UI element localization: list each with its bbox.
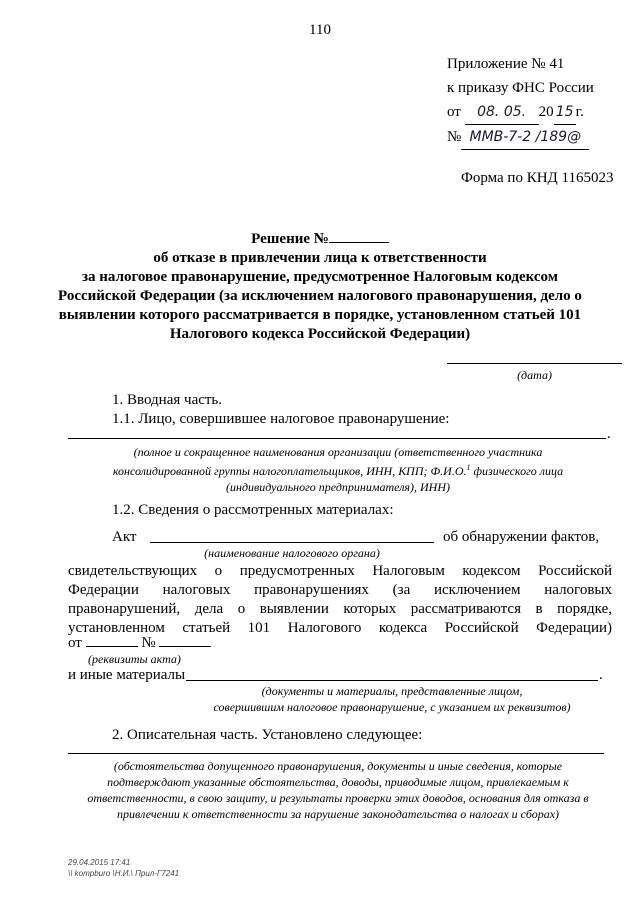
caption-line: подтверждают указанные обстоятельства, доводы, приводимые лицом, привлекаемым к: [107, 775, 569, 789]
footnote-marker: 1: [466, 463, 471, 472]
caption-line: [68, 460, 608, 479]
stamp-line: \\ kompburo \Н.И.\ Прил-Г7241: [68, 869, 180, 878]
date-prefix: от: [447, 104, 461, 120]
paragraph-line: Федерации налоговых правонарушениях (за исключением налоговых: [68, 582, 612, 598]
handwritten-year: 15: [554, 100, 576, 125]
section1-sub2: 1.2. Сведения о рассмотренных материалах:: [112, 502, 394, 518]
title-line: об отказе в привлечении лица к ответственности: [153, 250, 487, 266]
description-blank-line: [68, 753, 604, 754]
act-requisites-caption: (реквизиты акта): [88, 652, 181, 666]
title-line: за налоговое правонарушение, предусмотренное Налоговым кодексом: [82, 269, 558, 285]
handwritten-date: 08. 05.: [465, 100, 539, 125]
from-label: от: [68, 635, 82, 651]
handwritten-number: ММВ-7-2 /189@: [461, 125, 589, 150]
other-period: .: [599, 667, 603, 683]
materials-paragraph: [68, 562, 612, 638]
year-suffix: г.: [575, 104, 584, 120]
paragraph-line: правонарушений, дела о выявлении которых рассматриваются в порядке,: [68, 601, 612, 617]
number-label: №: [141, 635, 156, 651]
order-number: [447, 125, 594, 150]
caption-line: ответственности, в свою защиту, и результаты проверки этих доводов, основания для отказа в: [87, 791, 589, 805]
order-reference: к приказу ФНС России: [447, 80, 594, 96]
other-materials-label: и иные материалы: [68, 667, 186, 683]
decision-title: [40, 230, 600, 344]
act-tail: об обнаружении фактов,: [443, 529, 600, 545]
appendix-block: [447, 52, 594, 150]
caption-text: консолидированной группы налогоплательщиков, ИНН, КПП; Ф.И.О.: [112, 464, 467, 478]
caption-line: совершившим налоговое правонарушение, с указанием их реквизитов): [213, 700, 571, 714]
act-number-blank: [159, 646, 211, 647]
title-line: Налогового кодекса Российской Федерации): [169, 326, 471, 342]
sub1-period: .: [607, 426, 611, 442]
caption-line: (индивидуального предпринимателя), ИНН): [226, 480, 450, 494]
date-blank-line: [447, 363, 622, 364]
other-materials-blank-line: [186, 680, 598, 681]
description-caption: [68, 758, 608, 822]
section2-heading: 2. Описательная часть. Установлено следующее:: [112, 727, 423, 743]
paragraph-line: свидетельствующих о предусмотренных Налоговым кодексом Российской: [68, 563, 612, 579]
appendix-line: Приложение № 41: [447, 56, 565, 72]
number-prefix: №: [447, 129, 462, 145]
print-stamp: [68, 857, 179, 879]
order-date: [447, 100, 594, 125]
form-code: Форма по КНД 1165023: [461, 170, 614, 186]
act-date-blank: [86, 646, 138, 647]
act-blank-line: [150, 542, 434, 543]
person-caption: [68, 444, 608, 495]
title-line: Российской Федерации (за исключением налогового правонарушения, дело о: [58, 288, 582, 304]
caption-line: (полное и сокращенное наименования организации (ответственного участника: [133, 445, 543, 459]
section1-sub1: 1.1. Лицо, совершившее налоговое правонарушение:: [112, 411, 450, 427]
decision-number-label: Решение №: [251, 231, 329, 247]
caption-line: (обстоятельства допущенного правонарушения, документы и иные сведения, которые: [113, 759, 563, 773]
act-caption: (наименование налогового органа): [204, 546, 380, 560]
title-line: выявлении которого рассматривается в порядке, установленном статьей 101: [58, 307, 582, 323]
year-prefix: 20: [538, 104, 554, 120]
act-label: Акт: [112, 529, 137, 545]
date-caption: (дата): [517, 368, 552, 382]
title-line: [40, 230, 600, 249]
stamp-line: 29.04.2015 17:41: [68, 858, 131, 867]
page-number: 110: [309, 22, 331, 38]
caption-line: привлечении к ответственности за нарушение законодательства о налогах и сборах): [116, 807, 560, 821]
caption-line: (документы и материалы, представленные лицом,: [261, 684, 523, 698]
section1-heading: 1. Вводная часть.: [112, 392, 223, 408]
decision-number-blank: [329, 242, 389, 243]
person-blank-line: [68, 438, 606, 439]
caption-text: физического лица: [470, 464, 564, 478]
other-materials-caption: [186, 683, 598, 715]
paragraph-line: установленном статьей 101 Налогового кодекса Российской Федерации): [68, 620, 612, 636]
